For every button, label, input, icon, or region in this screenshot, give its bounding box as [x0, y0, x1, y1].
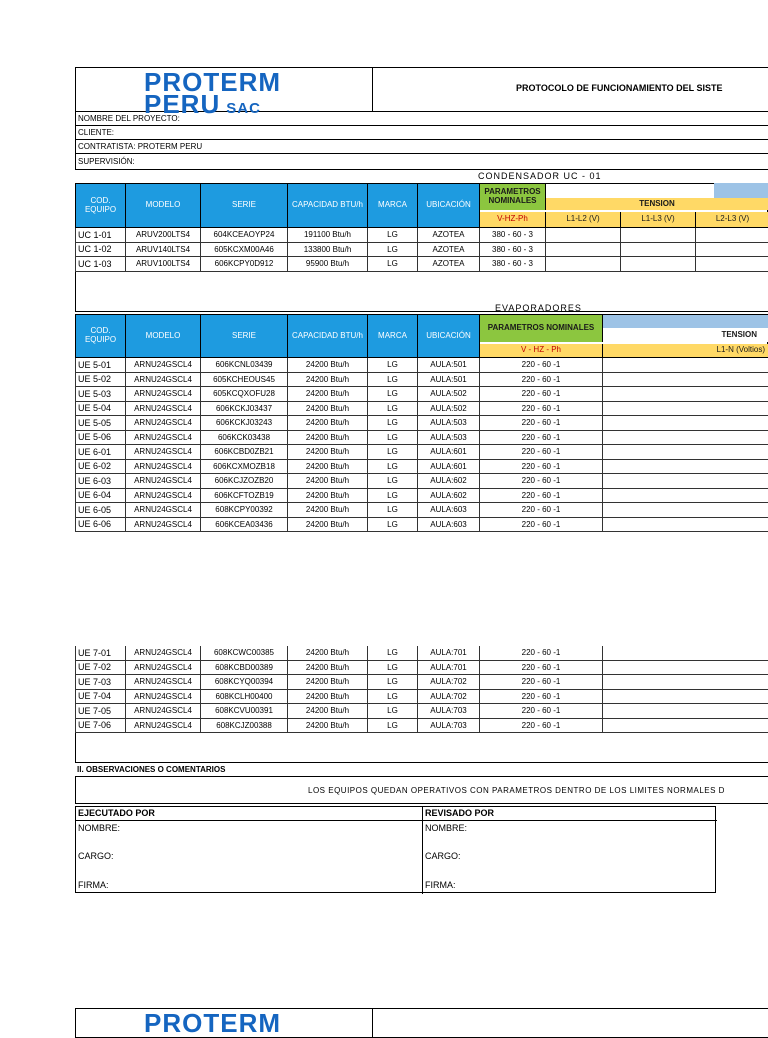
cell-empty [546, 257, 621, 271]
cell-modelo: ARNU24GSCL4 [126, 719, 201, 733]
cell-ubicacion: AULA:503 [418, 431, 480, 445]
cell-marca: LG [368, 518, 418, 532]
cell-cod: UE 5-03 [76, 387, 126, 401]
cell-marca: LG [368, 460, 418, 474]
cell-ubicacion: AULA:703 [418, 704, 480, 718]
col-l1n: L1-N (Voltios) [603, 344, 768, 357]
cell-serie: 606KCKJ03243 [201, 416, 288, 430]
ejecutado-firma: FIRMA: [78, 880, 109, 890]
cell-modelo: ARNU24GSCL4 [126, 704, 201, 718]
cell-marca: LG [368, 402, 418, 416]
cell-vhz: 220 - 60 -1 [480, 445, 603, 459]
next-logo: PROTERM [144, 1008, 281, 1038]
cell-ubicacion: AZOTEA [418, 243, 480, 257]
cell-empty [603, 402, 768, 416]
cell-marca: LG [368, 675, 418, 689]
cell-modelo: ARNU24GSCL4 [126, 503, 201, 517]
cell-empty [603, 675, 768, 689]
cell-empty [603, 373, 768, 387]
cell-capacidad: 24200 Btu/h [288, 387, 368, 401]
cell-modelo: ARNU24GSCL4 [126, 675, 201, 689]
cell-modelo: ARNU24GSCL4 [126, 358, 201, 372]
logo-line2: PERU [144, 89, 221, 119]
cell-cod: UE 6-05 [76, 503, 126, 517]
table-row [75, 719, 768, 734]
info-contratista: CONTRATISTA: PROTERM PERU [75, 140, 768, 154]
table-row [75, 646, 768, 661]
cell-marca: LG [368, 445, 418, 459]
cell-cod: UE 5-05 [76, 416, 126, 430]
cell-empty [603, 474, 768, 488]
cell-vhz: 220 - 60 -1 [480, 690, 603, 704]
cell-empty [696, 257, 768, 271]
table-row [75, 675, 768, 690]
cell-capacidad: 24200 Btu/h [288, 646, 368, 660]
cell-marca: LG [368, 243, 418, 257]
cell-capacidad: 24200 Btu/h [288, 373, 368, 387]
cell-serie: 604KCEAOYP24 [201, 228, 288, 242]
cell-serie: 606KCK03438 [201, 431, 288, 445]
cell-ubicacion: AULA:603 [418, 503, 480, 517]
observaciones-title: II. OBSERVACIONES O COMENTARIOS [77, 765, 226, 774]
cell-marca: LG [368, 690, 418, 704]
table-row [75, 358, 768, 373]
cell-capacidad: 24200 Btu/h [288, 690, 368, 704]
cell-modelo: ARNU24GSCL4 [126, 445, 201, 459]
col-cod: COD. EQUIPO [76, 184, 126, 227]
table-row [75, 416, 768, 431]
ejecutado-cargo: CARGO: [78, 851, 114, 861]
header-divider [372, 67, 373, 112]
cell-ubicacion: AULA:601 [418, 460, 480, 474]
cell-modelo: ARNU24GSCL4 [126, 460, 201, 474]
cell-ubicacion: AULA:701 [418, 661, 480, 675]
cell-empty [603, 489, 768, 503]
cell-ubicacion: AULA:602 [418, 489, 480, 503]
cell-serie: 606KCXMOZB18 [201, 460, 288, 474]
cell-serie: 606KCNL03439 [201, 358, 288, 372]
cell-ubicacion: AULA:502 [418, 402, 480, 416]
revisado-label: REVISADO POR [425, 808, 495, 818]
cell-vhz: 220 - 60 -1 [480, 661, 603, 675]
cell-ubicacion: AZOTEA [418, 228, 480, 242]
table-row [75, 704, 768, 719]
cell-marca: LG [368, 257, 418, 271]
revisado-cargo: CARGO: [425, 851, 461, 861]
cell-empty [603, 387, 768, 401]
cell-empty [603, 460, 768, 474]
cell-vhz: 220 - 60 -1 [480, 719, 603, 733]
cell-modelo: ARNU24GSCL4 [126, 416, 201, 430]
cell-ubicacion: AULA:501 [418, 373, 480, 387]
cell-ubicacion: AULA:602 [418, 474, 480, 488]
revisado-firma: FIRMA: [425, 880, 456, 890]
table-row [75, 503, 768, 518]
table-row [75, 518, 768, 533]
cell-empty [603, 690, 768, 704]
cell-capacidad: 191100 Btu/h [288, 228, 368, 242]
cell-vhz: 220 - 60 -1 [480, 675, 603, 689]
col-serie: SERIE [201, 315, 288, 357]
cell-marca: LG [368, 661, 418, 675]
info-cliente: CLIENTE: [75, 126, 768, 140]
col-capacidad: CAPACIDAD BTU/h [288, 315, 368, 357]
table-row [75, 661, 768, 676]
cell-capacidad: 24200 Btu/h [288, 474, 368, 488]
evaporadores-title: EVAPORADORES [495, 303, 582, 313]
ejecutado-label: EJECUTADO POR [78, 808, 155, 818]
logo-suffix: SAC [226, 100, 261, 117]
table-row [75, 431, 768, 446]
col-modelo: MODELO [126, 315, 201, 357]
cell-serie: 606KCKJ03437 [201, 402, 288, 416]
table-row [75, 387, 768, 402]
col-capacidad: CAPACIDAD BTU/h [288, 184, 368, 227]
cell-capacidad: 24200 Btu/h [288, 416, 368, 430]
condensador-header [75, 183, 768, 228]
cell-ubicacion: AULA:502 [418, 387, 480, 401]
cell-marca: LG [368, 373, 418, 387]
cell-empty [603, 416, 768, 430]
document-title: PROTOCOLO DE FUNCIONAMIENTO DEL SISTE [516, 83, 723, 93]
cell-cod: UE 7-04 [76, 690, 126, 704]
cell-cod: UE 7-05 [76, 704, 126, 718]
cell-serie: 608KCBD00389 [201, 661, 288, 675]
table-row [75, 690, 768, 705]
cell-cod: UE 7-03 [76, 675, 126, 689]
cell-marca: LG [368, 474, 418, 488]
table-row [75, 228, 768, 243]
cell-empty [603, 503, 768, 517]
cell-cod: UE 6-01 [76, 445, 126, 459]
cell-empty [546, 243, 621, 257]
table-row [75, 489, 768, 504]
cell-empty [621, 228, 696, 242]
cell-marca: LG [368, 704, 418, 718]
cell-cod: UC 1-02 [76, 243, 126, 257]
cell-marca: LG [368, 228, 418, 242]
cell-capacidad: 133800 Btu/h [288, 243, 368, 257]
col-cod: COD. EQUIPO [76, 315, 126, 357]
col-l1l2: L1-L2 (V) [546, 212, 621, 227]
cell-vhz: 220 - 60 -1 [480, 704, 603, 718]
cell-cod: UE 7-02 [76, 661, 126, 675]
logo [144, 67, 374, 119]
logo-line1: PROTERM [144, 67, 281, 97]
cell-capacidad: 24200 Btu/h [288, 719, 368, 733]
cell-vhz: 220 - 60 -1 [480, 358, 603, 372]
table-row [75, 373, 768, 388]
cell-modelo: ARNU24GSCL4 [126, 518, 201, 532]
cell-empty [603, 518, 768, 532]
observaciones-text: LOS EQUIPOS QUEDAN OPERATIVOS CON PARAMETROS DENTRO DE LOS LIMITES NORMALES D [308, 786, 725, 795]
cell-ubicacion: AULA:501 [418, 358, 480, 372]
cell-marca: LG [368, 387, 418, 401]
cell-capacidad: 24200 Btu/h [288, 489, 368, 503]
cell-cod: UE 5-06 [76, 431, 126, 445]
cell-cod: UC 1-01 [76, 228, 126, 242]
cell-capacidad: 24200 Btu/h [288, 704, 368, 718]
cell-cod: UE 5-04 [76, 402, 126, 416]
cell-empty [603, 445, 768, 459]
cell-vhz: 220 - 60 -1 [480, 431, 603, 445]
cell-vhz: 380 - 60 - 3 [480, 257, 546, 271]
col-serie: SERIE [201, 184, 288, 227]
cell-cod: UC 1-03 [76, 257, 126, 271]
cell-serie: 608KCJZ00388 [201, 719, 288, 733]
cell-empty [621, 243, 696, 257]
cell-capacidad: 24200 Btu/h [288, 431, 368, 445]
cell-vhz: 220 - 60 -1 [480, 489, 603, 503]
next-page-header [75, 1008, 768, 1038]
table-row [75, 460, 768, 475]
condensador-title: CONDENSADOR UC - 01 [478, 171, 602, 181]
cell-vhz: 220 - 60 -1 [480, 416, 603, 430]
cell-cod: UE 6-04 [76, 489, 126, 503]
table-row [75, 402, 768, 417]
col-vhz: V-HZ-Ph [480, 212, 546, 227]
cell-modelo: ARNU24GSCL4 [126, 474, 201, 488]
cell-modelo: ARUV100LTS4 [126, 257, 201, 271]
cell-ubicacion: AULA:701 [418, 646, 480, 660]
cell-capacidad: 24200 Btu/h [288, 358, 368, 372]
col-ubicacion: UBICACIÓN [418, 184, 480, 227]
cell-ubicacion: AZOTEA [418, 257, 480, 271]
cell-marca: LG [368, 646, 418, 660]
tension-accent [714, 183, 768, 198]
cell-vhz: 220 - 60 -1 [480, 373, 603, 387]
cell-empty [603, 431, 768, 445]
ejecutado-nombre: NOMBRE: [78, 823, 121, 833]
cell-capacidad: 24200 Btu/h [288, 675, 368, 689]
cell-serie: 608KCWC00385 [201, 646, 288, 660]
cell-capacidad: 24200 Btu/h [288, 661, 368, 675]
cell-empty [696, 243, 768, 257]
cell-serie: 606KCJZOZB20 [201, 474, 288, 488]
cell-modelo: ARNU24GSCL4 [126, 646, 201, 660]
signature-box [75, 806, 716, 893]
cell-cod: UE 5-02 [76, 373, 126, 387]
cell-empty [603, 646, 768, 660]
cell-serie: 608KCVU00391 [201, 704, 288, 718]
cell-marca: LG [368, 416, 418, 430]
cell-empty [603, 358, 768, 372]
col-marca: MARCA [368, 184, 418, 227]
cell-modelo: ARNU24GSCL4 [126, 661, 201, 675]
col-marca: MARCA [368, 315, 418, 357]
cell-capacidad: 95900 Btu/h [288, 257, 368, 271]
cell-capacidad: 24200 Btu/h [288, 445, 368, 459]
cell-marca: LG [368, 503, 418, 517]
col-parametros: PARAMETROS NOMINALES [480, 315, 603, 342]
cell-empty [546, 228, 621, 242]
cell-modelo: ARNU24GSCL4 [126, 387, 201, 401]
cell-serie: 608KCPY00392 [201, 503, 288, 517]
cell-vhz: 220 - 60 -1 [480, 503, 603, 517]
cell-vhz: 220 - 60 -1 [480, 646, 603, 660]
col-modelo: MODELO [126, 184, 201, 227]
cell-capacidad: 24200 Btu/h [288, 518, 368, 532]
cell-serie: 605KCQXOFU28 [201, 387, 288, 401]
cell-modelo: ARNU24GSCL4 [126, 431, 201, 445]
cell-modelo: ARNU24GSCL4 [126, 690, 201, 704]
cell-modelo: ARNU24GSCL4 [126, 489, 201, 503]
cell-modelo: ARUV140LTS4 [126, 243, 201, 257]
cell-serie: 608KCLH00400 [201, 690, 288, 704]
cell-ubicacion: AULA:503 [418, 416, 480, 430]
col-l2l3: L2-L3 (V) [696, 212, 768, 227]
cell-empty [621, 257, 696, 271]
cell-serie: 606KCBD0ZB21 [201, 445, 288, 459]
cell-cod: UE 6-06 [76, 518, 126, 532]
cell-ubicacion: AULA:601 [418, 445, 480, 459]
col-l1l3: L1-L3 (V) [621, 212, 696, 227]
cell-capacidad: 24200 Btu/h [288, 460, 368, 474]
cell-modelo: ARUV200LTS4 [126, 228, 201, 242]
cell-vhz: 220 - 60 -1 [480, 474, 603, 488]
cell-marca: LG [368, 489, 418, 503]
col-vhz: V - HZ - Ph [480, 344, 603, 357]
cell-vhz: 220 - 60 -1 [480, 387, 603, 401]
cell-vhz: 380 - 60 - 3 [480, 228, 546, 242]
cell-vhz: 220 - 60 -1 [480, 518, 603, 532]
cell-serie: 606KCPY0D912 [201, 257, 288, 271]
cell-cod: UE 7-06 [76, 719, 126, 733]
cell-serie: 605KCXM00A46 [201, 243, 288, 257]
table-row [75, 445, 768, 460]
info-supervision: SUPERVISIÓN: [75, 154, 768, 170]
table-row [75, 257, 768, 272]
revisado-nombre: NOMBRE: [425, 823, 468, 833]
cell-serie: 608KCYQ00394 [201, 675, 288, 689]
col-tension: TENSION [603, 328, 768, 342]
table-row [75, 243, 768, 258]
cell-cod: UE 6-02 [76, 460, 126, 474]
info-proyecto: NOMBRE DEL PROYECTO: [75, 112, 768, 126]
cell-ubicacion: AULA:702 [418, 690, 480, 704]
cell-empty [696, 228, 768, 242]
cell-marca: LG [368, 719, 418, 733]
col-ubicacion: UBICACIÓN [418, 315, 480, 357]
cell-cod: UE 5-01 [76, 358, 126, 372]
cell-capacidad: 24200 Btu/h [288, 503, 368, 517]
col-parametros: PARAMETROS NOMINALES [480, 184, 546, 210]
evaporadores-header [75, 314, 768, 358]
cell-capacidad: 24200 Btu/h [288, 402, 368, 416]
cell-marca: LG [368, 431, 418, 445]
cell-modelo: ARNU24GSCL4 [126, 373, 201, 387]
cell-serie: 606KCEA03436 [201, 518, 288, 532]
cell-modelo: ARNU24GSCL4 [126, 402, 201, 416]
cell-vhz: 220 - 60 -1 [480, 402, 603, 416]
cell-vhz: 380 - 60 - 3 [480, 243, 546, 257]
cell-serie: 606KCFTOZB19 [201, 489, 288, 503]
cell-cod: UE 7-01 [76, 646, 126, 660]
cell-empty [603, 719, 768, 733]
cell-empty [603, 704, 768, 718]
cell-ubicacion: AULA:702 [418, 675, 480, 689]
cell-ubicacion: AULA:703 [418, 719, 480, 733]
cell-empty [603, 661, 768, 675]
cell-serie: 605KCHEOUS45 [201, 373, 288, 387]
cell-vhz: 220 - 60 -1 [480, 460, 603, 474]
table-row [75, 474, 768, 489]
cell-cod: UE 6-03 [76, 474, 126, 488]
cell-marca: LG [368, 358, 418, 372]
col-tension: TENSION [546, 198, 768, 210]
cell-ubicacion: AULA:603 [418, 518, 480, 532]
